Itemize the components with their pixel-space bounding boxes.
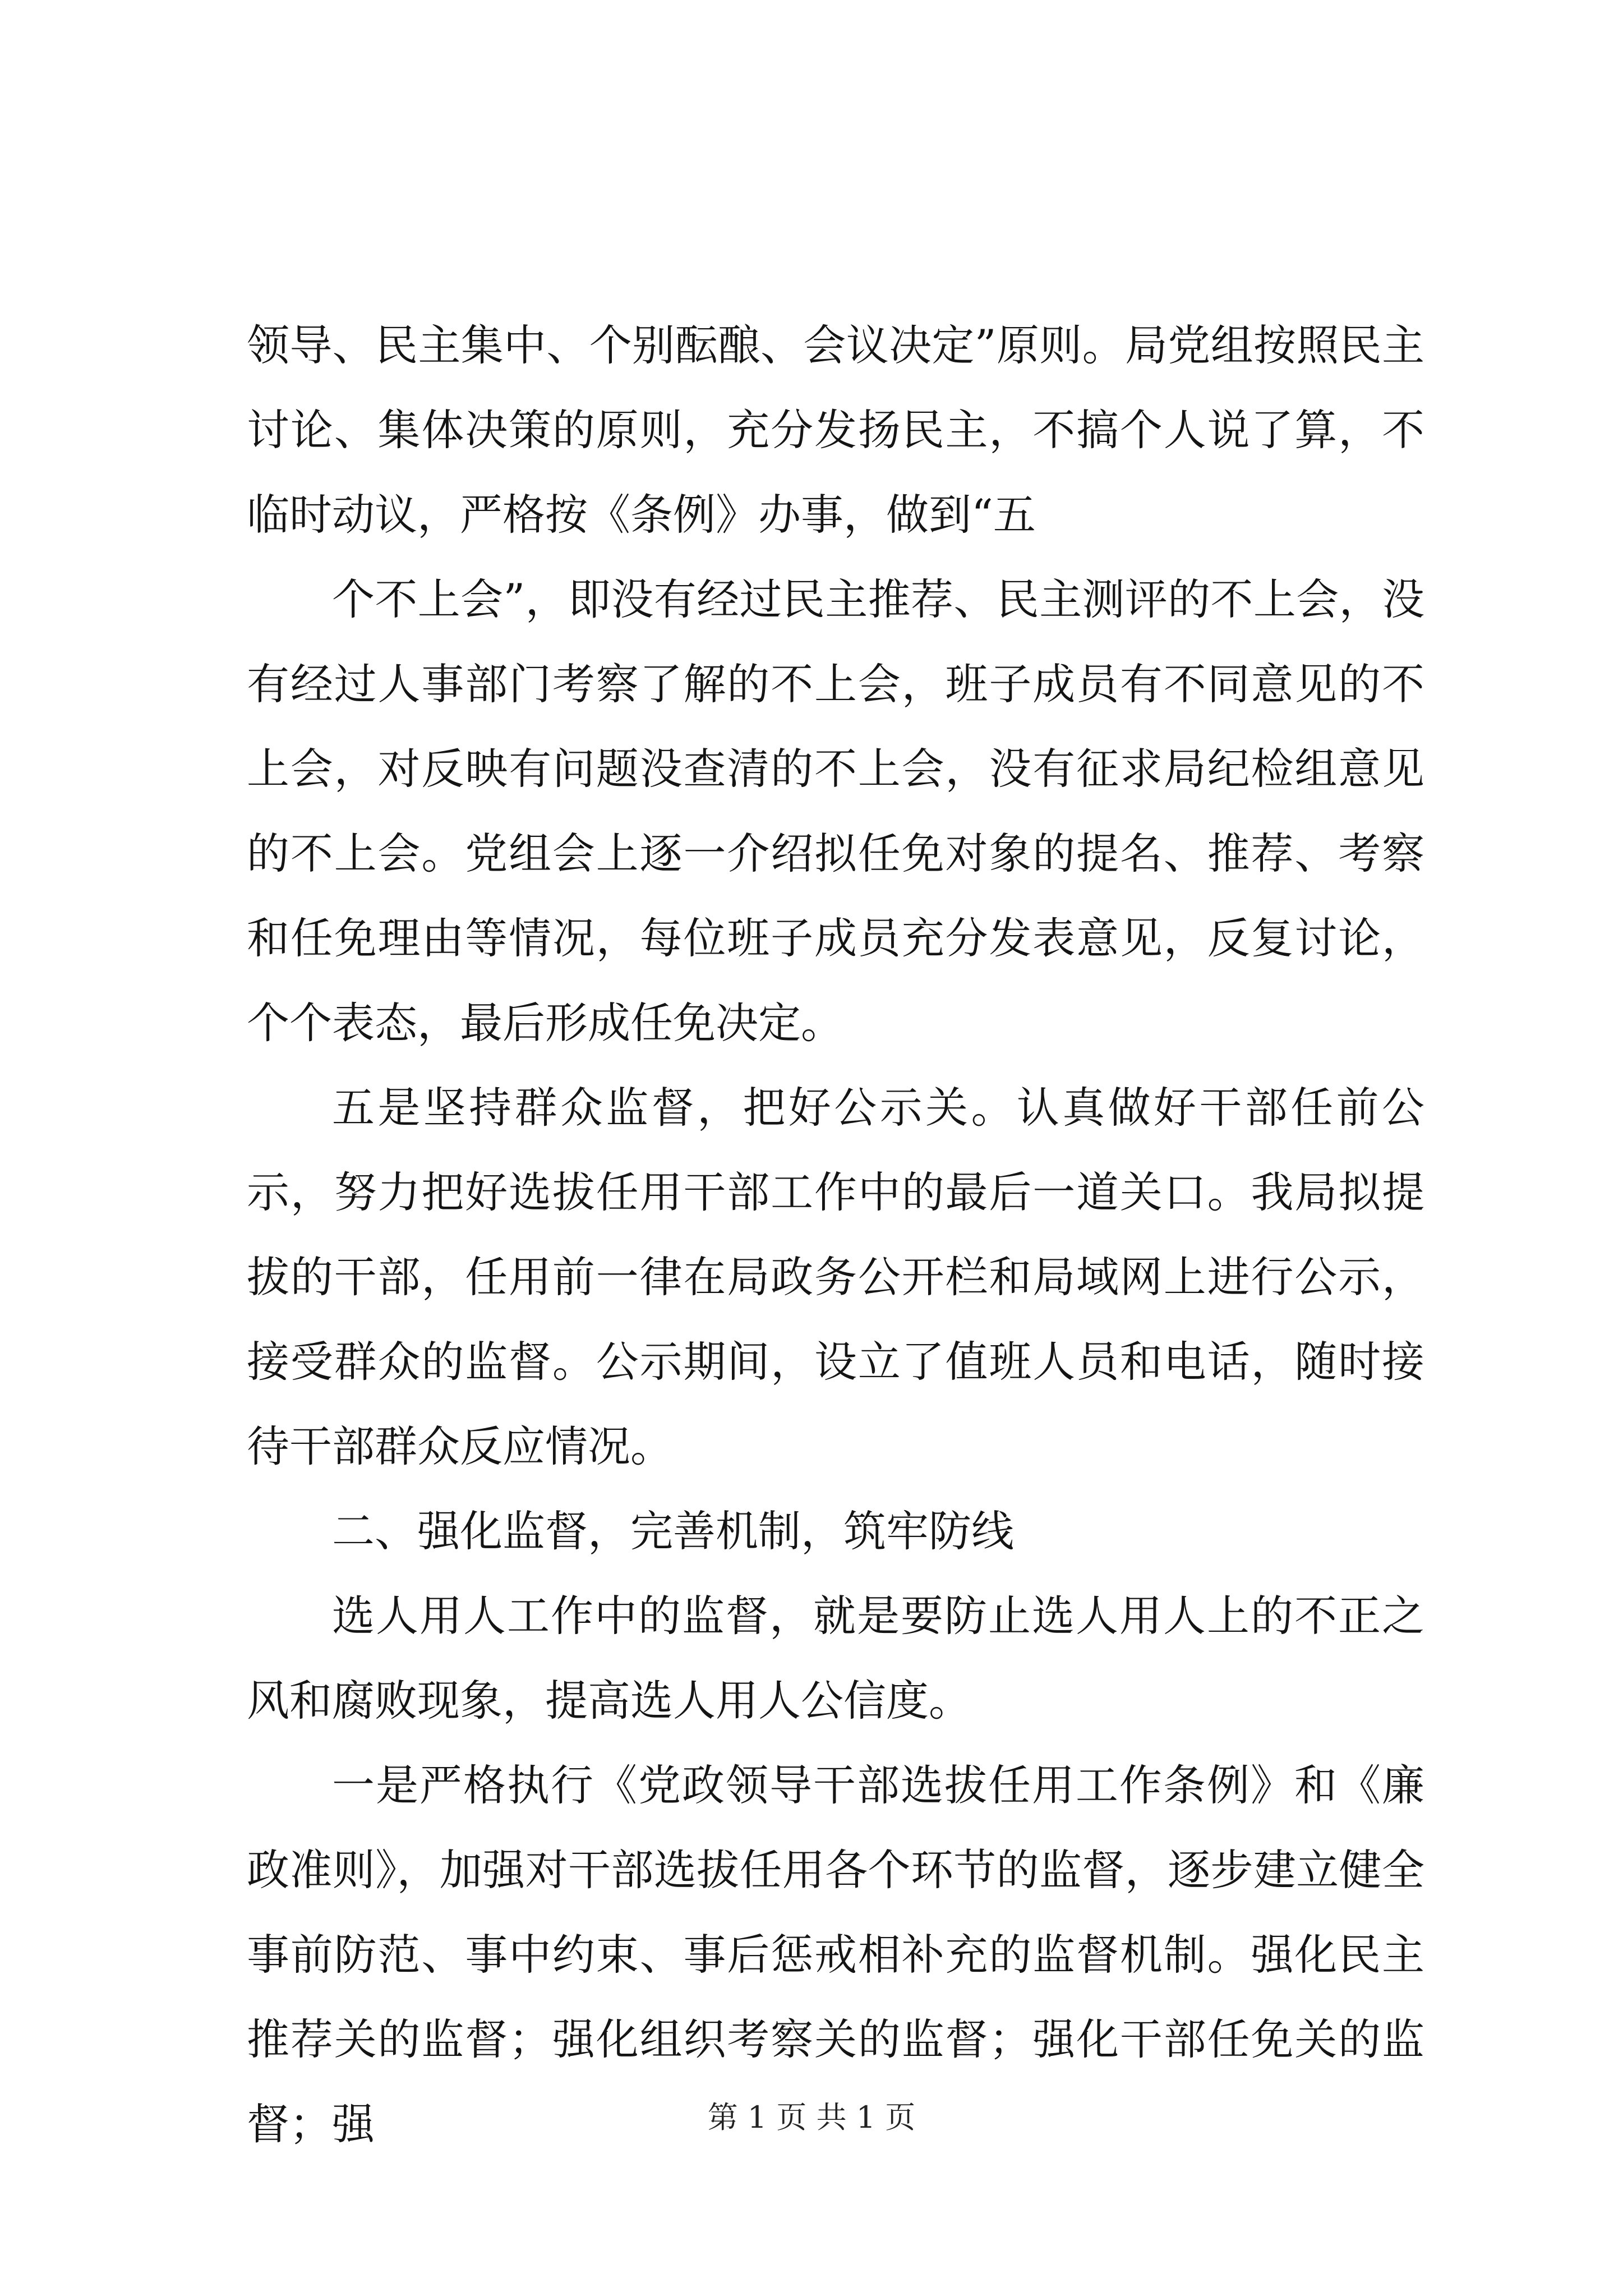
section-heading: 二、强化监督，完善机制，筑牢防线 xyxy=(332,1506,1014,1556)
paragraph-6: 一是严格执行《党政领导干部选拔任用工作条例》和《廉政准则》，加强对干部选拔任用各个环节的监督，逐步建立健全事前防范、事中约束、事后惩戒相补充的监督机制。强化民主推荐关的监督；强化组织考察关的监督；强化干部任免关的监督；强 xyxy=(247,1760,1424,2149)
page-footer: 第 1 页 共 1 页 xyxy=(707,2100,916,2135)
paragraph-2: 个不上会”，即没有经过民主推荐、民主测评的不上会，没有经过人事部门考察了解的不上会，班子成员有不同意见的不上会，对反映有问题没查清的不上会，没有征求局纪检组意见的不上会。党组会上逐一介绍拟任免对象的提名、推荐、考察和任免理由等情况，每位班子成员充分发表意见，反复讨论，个个表态，最后形成任免决定。 xyxy=(247,574,1424,1048)
document-body xyxy=(247,303,1424,2166)
paragraph-1: 领导、民主集中、个别酝酿、会议决定”原则。局党组按照民主讨论、集体决策的原则，充分发扬民主，不搞个人说了算，不临时动议，严格按《条例》办事，做到“五 xyxy=(247,320,1424,540)
paragraph-3: 五是坚持群众监督，把好公示关。认真做好干部任前公示，努力把好选拔任用干部工作中的最后一道关口。我局拟提拔的干部，任用前一律在局政务公开栏和局域网上进行公示，接受群众的监督。公示期间，设立了值班人员和电话，随时接待干部群众反应情况。 xyxy=(247,1083,1424,1471)
paragraph-5: 选人用人工作中的监督，就是要防止选人用人上的不正之风和腐败现象，提高选人用人公信度。 xyxy=(247,1591,1424,1726)
